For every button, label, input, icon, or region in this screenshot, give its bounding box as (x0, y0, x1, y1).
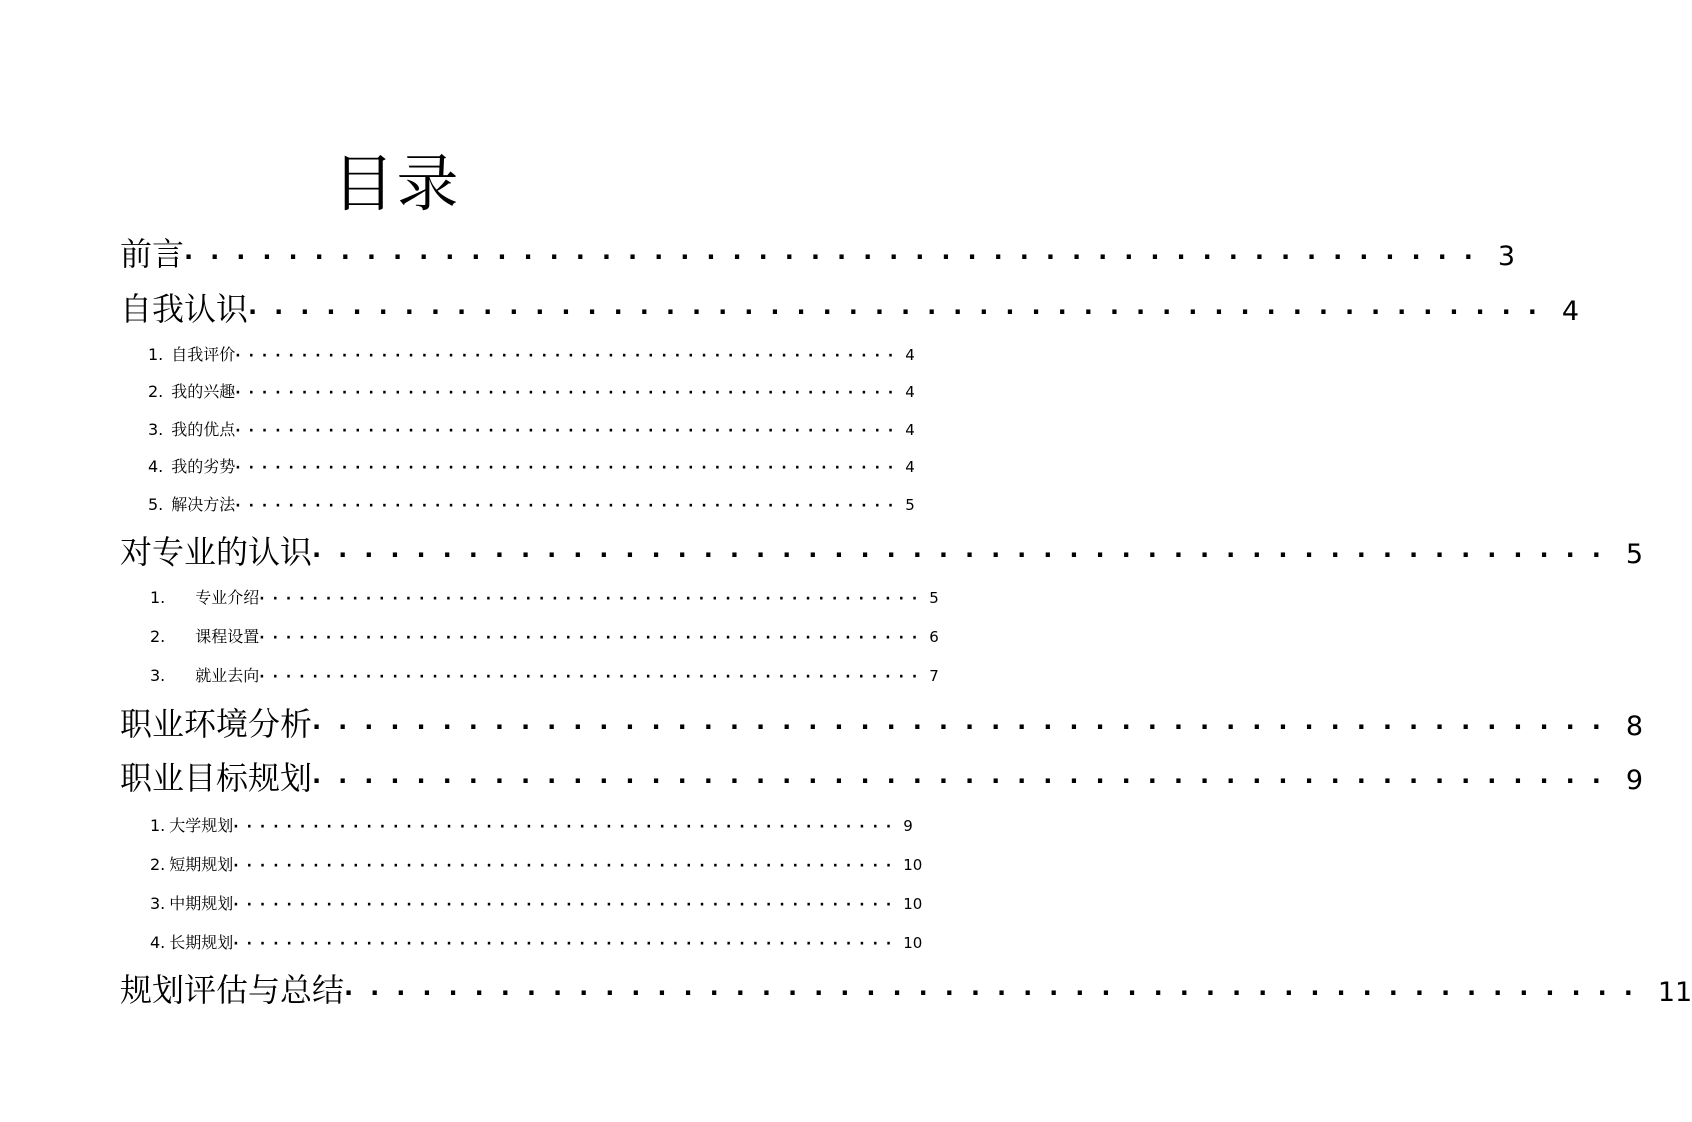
toc-entry-page: 9 (1625, 765, 1644, 796)
toc-subentry[interactable] (150, 815, 913, 838)
toc-entry-label: 课程设置 (195, 627, 260, 646)
toc-leader-dots: ·················································· (312, 713, 1618, 741)
toc-entry-label: 职业目标规划 (120, 759, 313, 797)
toc-leader-dots: ·················································· (235, 385, 902, 401)
toc-leader-dots: ·················································· (233, 819, 900, 835)
toc-subentry[interactable] (150, 854, 923, 877)
toc-subentry[interactable] (150, 626, 939, 649)
toc-title: 目录 (332, 147, 461, 220)
toc-entry-number: 1. (150, 816, 166, 835)
toc-entry-page: 5 (929, 589, 939, 607)
toc-entry-page: 4 (905, 458, 915, 476)
toc-leader-dots: ·················································· (259, 630, 926, 646)
toc-entry-major[interactable] (120, 532, 1644, 575)
toc-leader-dots: ·················································· (344, 979, 1650, 1007)
toc-entry-label: 自我认识 (120, 290, 249, 328)
toc-entry-number: 3. (148, 420, 164, 439)
toc-entry-label: 我的劣势 (171, 457, 236, 476)
toc-entry-label: 大学规划 (169, 816, 234, 835)
toc-entry-preface[interactable] (120, 234, 1516, 277)
toc-entry-page: 10 (903, 934, 923, 952)
toc-entry-number: 4. (150, 933, 166, 952)
toc-leader-dots: ·················································· (259, 591, 926, 607)
toc-entry-page: 6 (929, 628, 939, 646)
toc-leader-dots: ·················································· (312, 767, 1618, 795)
toc-entry-label: 对专业的认识 (120, 533, 313, 571)
toc-entry-page: 4 (905, 383, 915, 401)
toc-leader-dots: ·················································· (312, 541, 1618, 569)
toc-subentry[interactable] (150, 932, 923, 955)
toc-entry-page: 11 (1657, 977, 1692, 1008)
toc-entry-number: 3. (150, 666, 166, 685)
toc-entry-number: 5. (148, 495, 164, 514)
toc-leader-dots: ·················································· (259, 669, 926, 685)
toc-entry-page: 7 (929, 667, 939, 685)
toc-subentry[interactable] (148, 344, 915, 367)
toc-entry-number: 4. (148, 457, 164, 476)
toc-entry-page: 10 (903, 856, 923, 874)
toc-subentry[interactable] (148, 419, 915, 442)
toc-entry-label: 就业去向 (195, 666, 260, 685)
toc-subentry[interactable] (148, 381, 915, 404)
toc-entry-label: 专业介绍 (195, 588, 260, 607)
toc-leader-dots: ·················································· (233, 936, 900, 952)
toc-leader-dots: ·················································· (235, 348, 902, 364)
toc-leader-dots: ·················································· (233, 897, 900, 913)
toc-entry-number: 2. (150, 855, 166, 874)
toc-entry-evaluation[interactable] (120, 970, 1692, 1013)
toc-leader-dots: ·················································· (184, 243, 1490, 271)
toc-entry-label: 我的优点 (171, 420, 236, 439)
toc-entry-label: 短期规划 (169, 855, 234, 874)
toc-entry-goals[interactable] (120, 758, 1644, 801)
toc-leader-dots: ·················································· (248, 298, 1554, 326)
toc-entry-page: 4 (905, 421, 915, 439)
toc-entry-label: 解决方法 (171, 495, 236, 514)
toc-entry-self-awareness[interactable] (120, 289, 1580, 332)
toc-entry-label: 自我评价 (171, 345, 236, 364)
toc-subentry[interactable] (150, 587, 939, 610)
toc-entry-label: 长期规划 (169, 933, 234, 952)
toc-entry-label: 中期规划 (169, 894, 234, 913)
toc-entry-page: 10 (903, 895, 923, 913)
toc-entry-page: 8 (1625, 711, 1644, 742)
toc-entry-label: 规划评估与总结 (120, 971, 345, 1009)
toc-entry-label: 职业环境分析 (120, 705, 313, 743)
toc-entry-number: 2. (150, 627, 166, 646)
toc-entry-page: 4 (1561, 296, 1580, 327)
toc-entry-page: 5 (1625, 539, 1644, 570)
toc-entry-page: 9 (903, 817, 913, 835)
toc-entry-number: 1. (148, 345, 164, 364)
toc-entry-environment[interactable] (120, 704, 1644, 747)
toc-entry-page: 3 (1497, 241, 1516, 272)
toc-subentry[interactable] (150, 665, 939, 688)
toc-entry-label: 前言 (120, 235, 185, 273)
toc-leader-dots: ·················································· (235, 498, 902, 514)
toc-subentry[interactable] (150, 893, 923, 916)
toc-entry-number: 1. (150, 588, 166, 607)
toc-subentry[interactable] (148, 494, 915, 517)
toc-leader-dots: ·················································· (235, 460, 902, 476)
toc-entry-number: 2. (148, 382, 164, 401)
toc-entry-number: 3. (150, 894, 166, 913)
toc-entry-label: 我的兴趣 (171, 382, 236, 401)
toc-entry-page: 5 (905, 496, 915, 514)
toc-leader-dots: ·················································· (235, 423, 902, 439)
toc-subentry[interactable] (148, 456, 915, 479)
toc-entry-page: 4 (905, 346, 915, 364)
toc-leader-dots: ·················································· (233, 858, 900, 874)
